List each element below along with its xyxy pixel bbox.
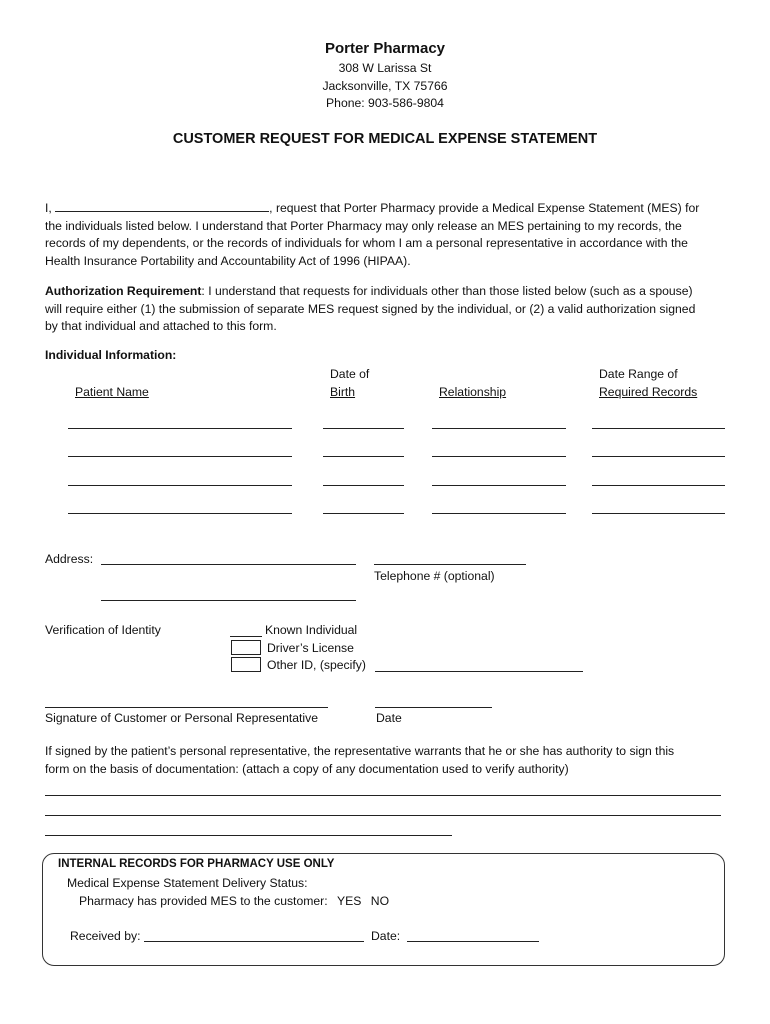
patient-name-field-3[interactable] <box>68 485 292 486</box>
intro-line-1 <box>45 200 725 218</box>
authorization-line-1-rest: : I understand that requests for individuals other than those listed below (such as a spouse) <box>201 284 693 298</box>
received-date-field[interactable] <box>407 941 539 942</box>
intro-line-2: the individuals listed below. I understand that Porter Pharmacy may only release an MES pertaining to my records, the <box>45 218 682 233</box>
other-id-specify-field[interactable] <box>375 671 583 672</box>
signature-date-field[interactable] <box>375 707 492 708</box>
signature-date-label: Date <box>376 711 402 725</box>
column-header-date-of-birth-1: Date of <box>330 367 370 381</box>
representative-line-2: form on the basis of documentation: (attach a copy of any documentation used to verify authority) <box>45 762 569 776</box>
patient-name-field-1[interactable] <box>68 428 292 429</box>
relationship-field-1[interactable] <box>432 428 566 429</box>
mes-provided-label: Pharmacy has provided MES to the customer: <box>79 894 328 908</box>
pharmacy-address-line-2: Jacksonville, TX 75766 <box>322 79 448 93</box>
address-label: Address: <box>45 552 94 566</box>
birth-date-field-2[interactable] <box>323 456 404 457</box>
verification-label: Verification of Identity <box>45 623 161 637</box>
authorization-line-1 <box>45 283 725 301</box>
patient-name-field-4[interactable] <box>68 513 292 514</box>
received-date-label: Date: <box>371 929 401 943</box>
documentation-field-line-3[interactable] <box>45 835 452 836</box>
received-by-label: Received by: <box>70 929 141 943</box>
intro-prefix: I, <box>45 201 52 215</box>
pharmacy-phone: Phone: 903-586-9804 <box>326 96 444 110</box>
birth-date-field-1[interactable] <box>323 428 404 429</box>
date-range-field-3[interactable] <box>592 485 725 486</box>
mes-provided-row <box>79 894 389 908</box>
delivery-status-label: Medical Expense Statement Delivery Status: <box>67 876 308 890</box>
customer-name-field[interactable] <box>55 200 269 212</box>
column-header-date-of-birth-2: Birth <box>330 385 356 399</box>
authorization-line-2: will require either (1) the submission of separate MES request signed by the individual, or (2) a valid authorization signed <box>45 301 696 316</box>
column-header-patient-name: Patient Name <box>75 385 149 399</box>
intro-line-4: Health Insurance Portability and Accountability Act of 1996 (HIPAA). <box>45 253 411 268</box>
authorization-line-3: by that individual and attached to this form. <box>45 319 277 333</box>
column-header-date-range-2: Required Records <box>599 385 698 399</box>
other-id-checkbox[interactable] <box>231 657 261 672</box>
telephone-label: Telephone # (optional) <box>374 569 495 583</box>
received-by-field[interactable] <box>144 941 364 942</box>
intro-line-3: records of my dependents, or the records of individuals for whom I am a personal representative in accordance with the <box>45 236 688 250</box>
yes-option[interactable]: YES <box>337 894 362 908</box>
drivers-license-checkbox[interactable] <box>231 640 261 655</box>
internal-records-title: INTERNAL RECORDS FOR PHARMACY USE ONLY <box>58 858 335 870</box>
representative-line-1: If signed by the patient’s personal representative, the representative warrants that he or she has authority to sign this <box>45 744 675 758</box>
authorization-paragraph <box>45 283 725 336</box>
patient-name-field-2[interactable] <box>68 456 292 457</box>
pharmacy-address-line-1: 308 W Larissa St <box>338 61 432 75</box>
option-drivers-license: Driver’s License <box>267 641 354 655</box>
option-known-individual: Known Individual <box>265 623 358 637</box>
relationship-field-3[interactable] <box>432 485 566 486</box>
address-field-line-1[interactable] <box>101 564 356 565</box>
pharmacy-name: Porter Pharmacy <box>324 40 446 57</box>
date-range-field-1[interactable] <box>592 428 725 429</box>
documentation-field-line-1[interactable] <box>45 795 721 796</box>
option-other-id: Other ID, (specify) <box>267 658 366 672</box>
address-field-line-2[interactable] <box>101 600 356 601</box>
intro-line-1-rest: , request that Porter Pharmacy provide a Medical Expense Statement (MES) for <box>269 201 700 215</box>
date-range-field-4[interactable] <box>592 513 725 514</box>
column-header-date-range-1: Date Range of <box>599 367 678 381</box>
column-header-relationship: Relationship <box>439 385 507 399</box>
known-individual-checkbox[interactable] <box>230 636 262 637</box>
individual-info-heading: Individual Information: <box>45 348 177 362</box>
telephone-field[interactable] <box>374 564 526 565</box>
date-range-field-2[interactable] <box>592 456 725 457</box>
documentation-field-line-2[interactable] <box>45 815 721 816</box>
form-title: CUSTOMER REQUEST FOR MEDICAL EXPENSE STATEMENT <box>172 131 598 147</box>
signature-label: Signature of Customer or Personal Representative <box>45 711 319 725</box>
relationship-field-4[interactable] <box>432 513 566 514</box>
relationship-field-2[interactable] <box>432 456 566 457</box>
intro-paragraph <box>45 200 725 270</box>
signature-field[interactable] <box>45 707 328 708</box>
birth-date-field-4[interactable] <box>323 513 404 514</box>
authorization-label: Authorization Requirement <box>45 284 202 298</box>
birth-date-field-3[interactable] <box>323 485 404 486</box>
no-option[interactable]: NO <box>370 894 390 908</box>
